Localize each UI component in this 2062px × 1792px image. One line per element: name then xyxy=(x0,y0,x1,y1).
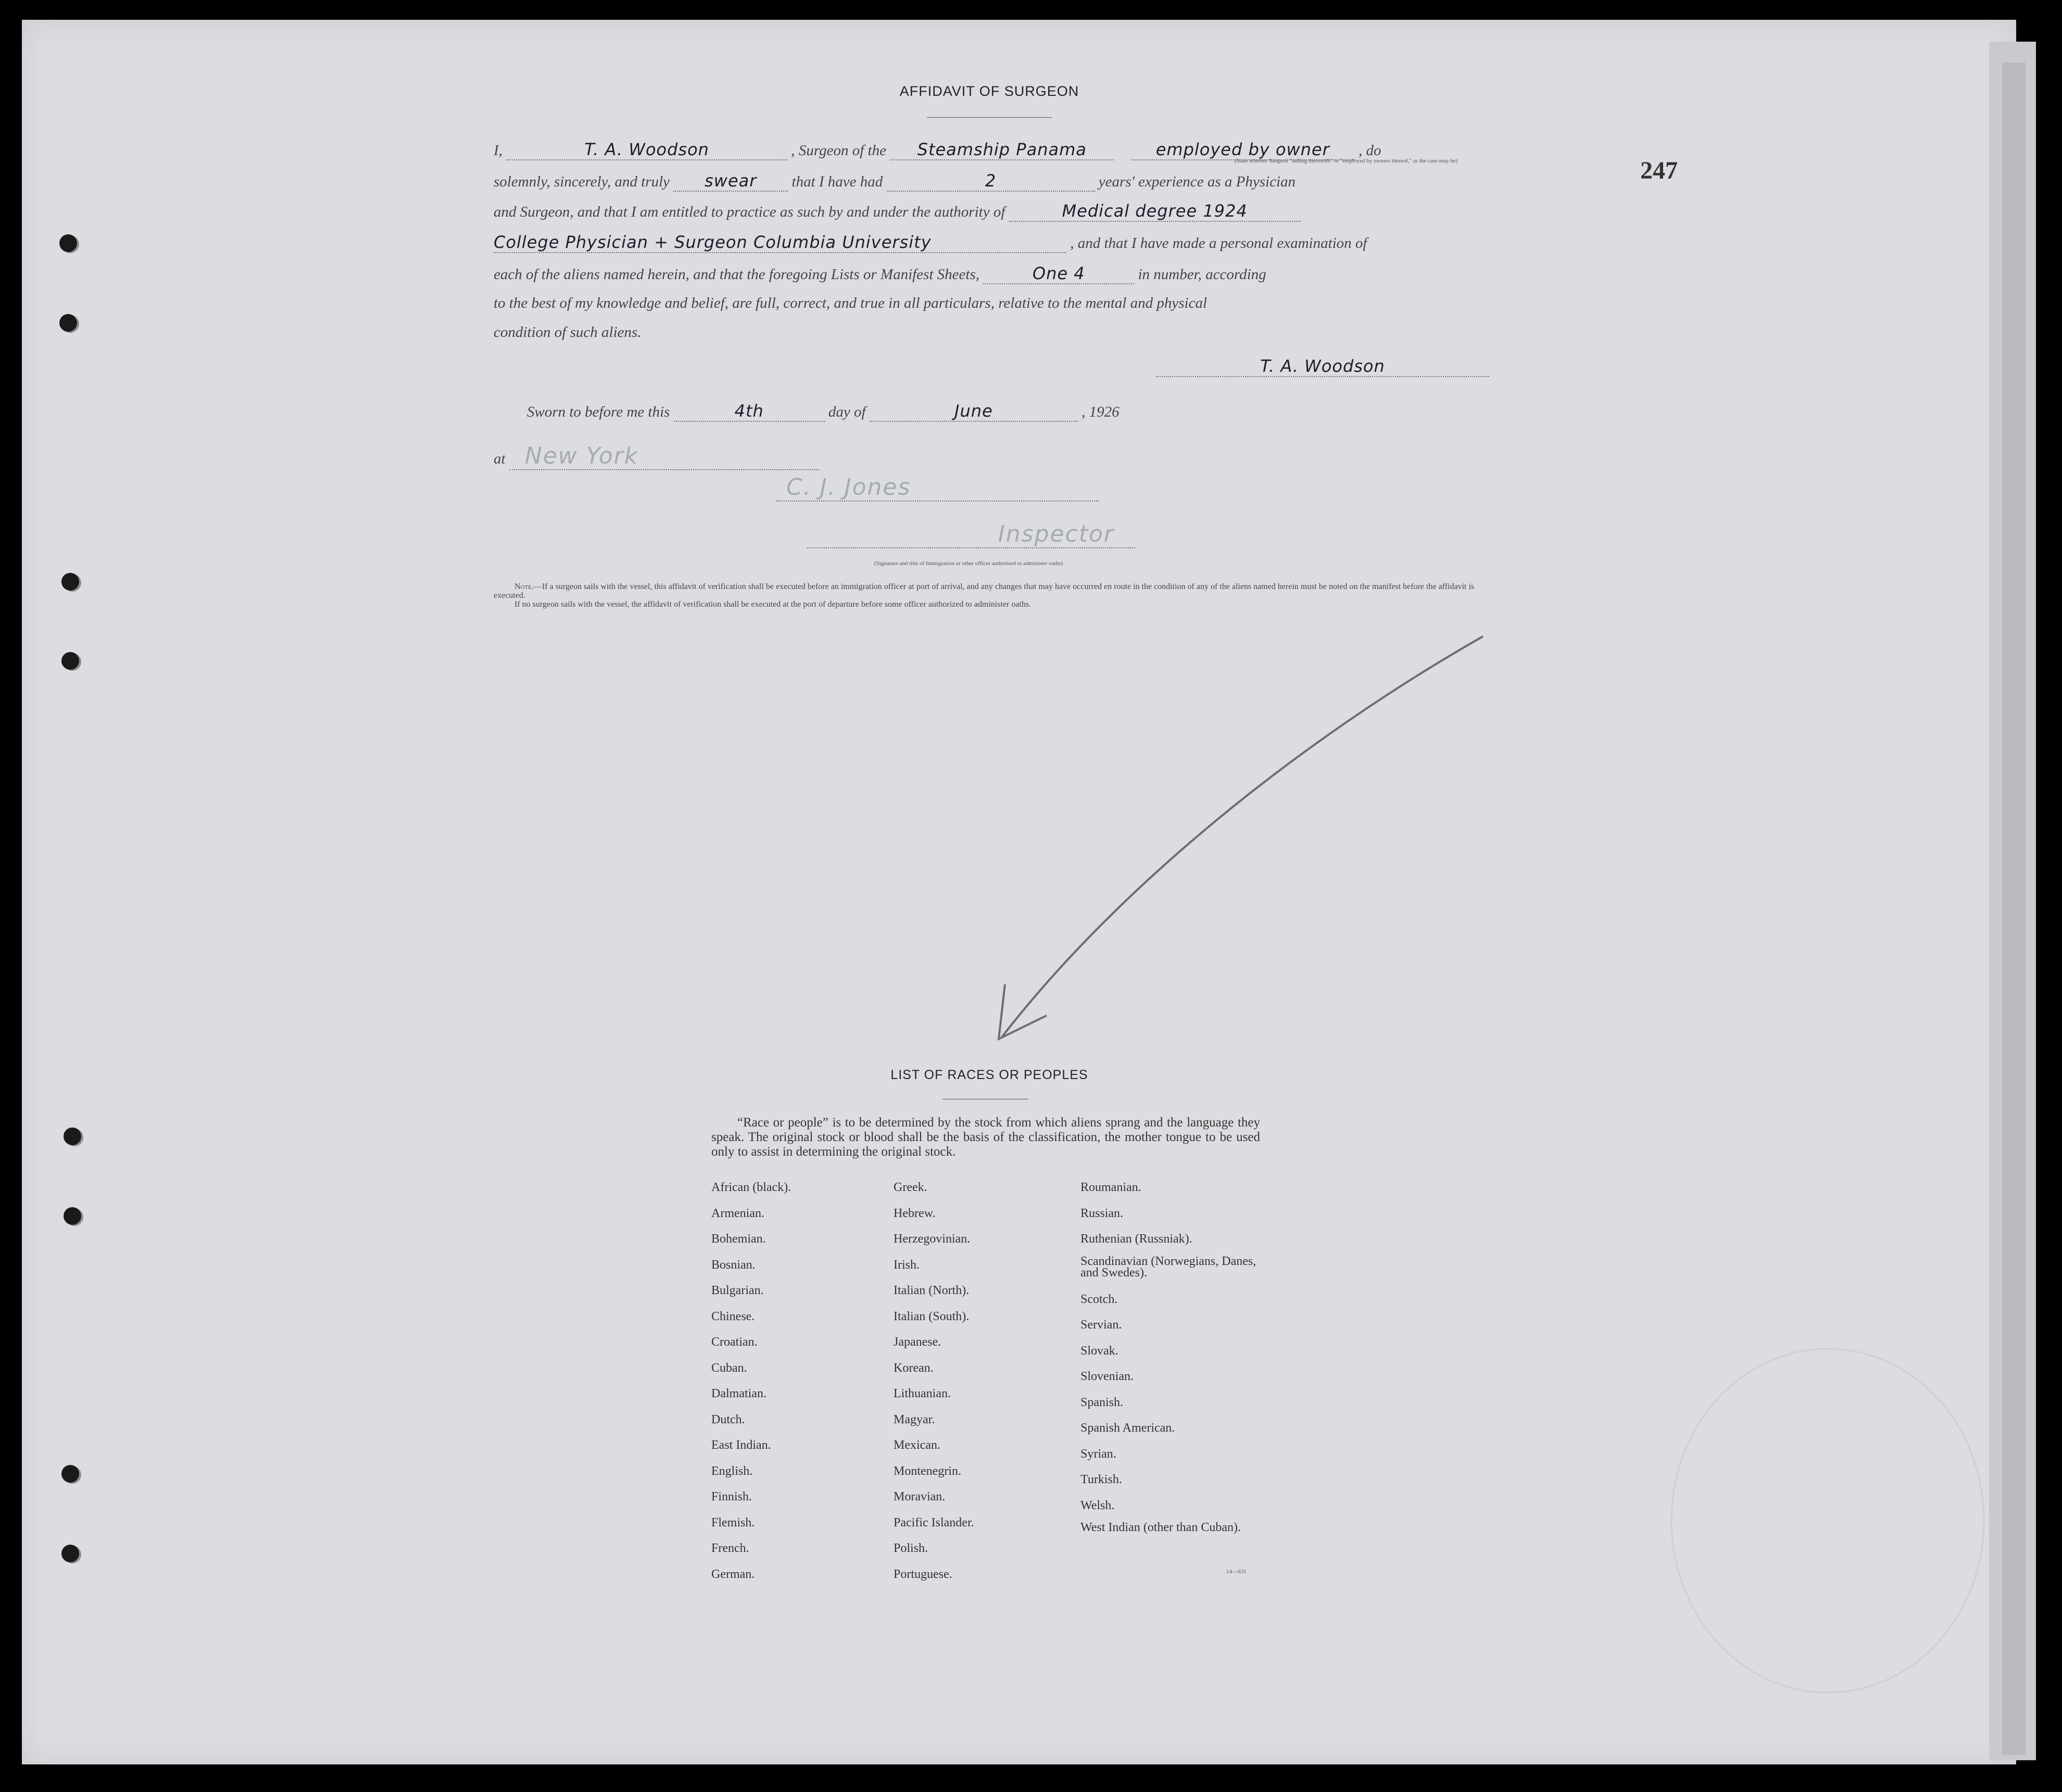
surgeon-name: T. A. Woodson xyxy=(506,140,787,160)
affidavit-title: AFFIDAVIT OF SURGEON xyxy=(899,83,1079,99)
text: years' experience as a Physician xyxy=(1098,173,1296,190)
employment-hint: (State whether Surgeon "sailing therewith" or "employed by owners thereof," as the case may be) xyxy=(1234,158,1458,164)
list-item: Korean. xyxy=(894,1361,934,1375)
affidavit-line-6: to the best of my knowledge and belief, are full, correct, and true in all particulars, relative to the mental and physical xyxy=(494,295,1208,311)
text: , and that I have made a personal examination of xyxy=(1070,235,1367,252)
officer-title: Inspector xyxy=(807,521,1135,548)
page-number: 247 xyxy=(1640,157,1678,184)
list-item: Chinese. xyxy=(711,1309,755,1323)
form-number: 14—631 xyxy=(1226,1569,1247,1575)
text: that I have had xyxy=(791,173,883,190)
list-item: English. xyxy=(711,1464,753,1478)
text: each of the aliens named herein, and that the foregoing Lists or Manifest Sheets, xyxy=(494,266,979,283)
text: at xyxy=(494,450,506,467)
list-item: Cuban. xyxy=(711,1361,747,1375)
list-item: Herzegovinian. xyxy=(894,1232,971,1246)
list-item: Japanese. xyxy=(894,1335,941,1349)
list-item: Moravian. xyxy=(894,1490,946,1503)
list-item: Turkish. xyxy=(1080,1473,1122,1486)
list-item: Roumanian. xyxy=(1080,1181,1141,1194)
text: I, xyxy=(494,142,502,159)
races-title: LIST OF RACES OR PEOPLES xyxy=(890,1068,1088,1082)
list-item: Dutch. xyxy=(711,1412,745,1426)
races-column-3 xyxy=(1080,1175,1268,1553)
list-item: Italian (North). xyxy=(894,1284,970,1297)
steamship-name: Steamship Panama xyxy=(890,140,1114,160)
authority-1: Medical degree 1924 xyxy=(1009,201,1301,222)
text: and Surgeon, and that I am entitled to practice as such by and under the authority of xyxy=(494,204,1005,220)
sworn-day: 4th xyxy=(674,401,825,422)
text: , Surgeon of the xyxy=(791,142,886,159)
list-item: Magyar. xyxy=(894,1412,935,1426)
list-item: Greek. xyxy=(894,1181,927,1194)
races-column-1 xyxy=(711,1175,791,1587)
list-item: Lithuanian. xyxy=(894,1387,951,1400)
list-item: Irish. xyxy=(894,1258,920,1272)
officer-caption: (Signature and title of Immigration or other officer authorized to administer oaths) xyxy=(874,560,1063,567)
list-item: Syrian. xyxy=(1080,1447,1116,1461)
list-item: Spanish. xyxy=(1080,1395,1124,1409)
list-item: Bohemian. xyxy=(711,1232,766,1246)
list-item: Servian. xyxy=(1080,1318,1122,1332)
list-item: Welsh. xyxy=(1080,1498,1115,1512)
text: day of xyxy=(828,404,866,420)
note-text: —If a surgeon sails with the vessel, this affidavit of verification shall be executed before an immigration officer at port of arrival, and any changes that may have occurred en route in the condition of any of the aliens named herein must be noted on the manifest before the affidavit is executed. xyxy=(494,582,1475,600)
sworn-month: June xyxy=(870,401,1078,422)
surgeon-signature: T. A. Woodson xyxy=(1156,356,1489,377)
list-item: Flemish. xyxy=(711,1515,755,1530)
sworn-place: New York xyxy=(509,443,819,470)
list-item: West Indian (other than Cuban). xyxy=(1080,1521,1241,1534)
oath-word: swear xyxy=(673,171,788,192)
list-item: Russian. xyxy=(1080,1206,1124,1220)
authority-2: College Physician + Surgeon Columbia University xyxy=(494,232,1066,253)
note-2: If no surgeon sails with the vessel, the affidavit of verification shall be executed at the port of departure before some officer authorized to administer oaths. xyxy=(514,600,1032,609)
list-item: Mexican. xyxy=(894,1438,940,1452)
races-intro: “Race or people” is to be determined by the stock from which aliens sprang and the language they speak. The original stock or blood shall be the basis of the classification, the mother tongue to be used only to assist in determining the original stock. xyxy=(711,1116,1260,1159)
text: solemnly, sincerely, and truly xyxy=(494,173,670,190)
list-item: Spanish American. xyxy=(1080,1421,1175,1435)
list-item: Dalmatian. xyxy=(711,1387,766,1400)
text: Sworn to before me this xyxy=(527,404,670,420)
list-item: Finnish. xyxy=(711,1490,752,1503)
list-item: Croatian. xyxy=(711,1335,758,1349)
list-item: French. xyxy=(711,1542,749,1555)
list-item: East Indian. xyxy=(711,1438,771,1452)
list-item: African (black). xyxy=(711,1181,791,1194)
list-item: Pacific Islander. xyxy=(894,1515,974,1530)
races-column-2 xyxy=(894,1175,974,1587)
list-item: Slovak. xyxy=(1080,1344,1118,1358)
employment-status: employed by owner xyxy=(1131,140,1355,160)
list-item: Bulgarian. xyxy=(711,1284,764,1297)
list-item: German. xyxy=(711,1567,755,1581)
affidavit-line-7: condition of such aliens. xyxy=(494,324,642,341)
sworn-year: , 1926 xyxy=(1082,404,1120,420)
list-item: Ruthenian (Russniak). xyxy=(1080,1232,1192,1246)
list-item: Armenian. xyxy=(711,1206,764,1220)
years-experience: 2 xyxy=(887,171,1095,192)
list-item: Bosnian. xyxy=(711,1258,756,1272)
note-label: Note. xyxy=(514,582,534,591)
list-item: Scandinavian (Norwegians, Danes, and Swedes). xyxy=(1080,1254,1256,1280)
list-item: Montenegrin. xyxy=(894,1464,961,1478)
list-item: Scotch. xyxy=(1080,1292,1118,1306)
text: , do xyxy=(1359,142,1381,159)
officer-signature: C. J. Jones xyxy=(776,474,1099,502)
list-item: Italian (South). xyxy=(894,1309,970,1323)
list-item: Polish. xyxy=(894,1542,928,1555)
sheet-count: One 4 xyxy=(983,264,1134,284)
list-item: Hebrew. xyxy=(894,1206,936,1220)
list-item: Slovenian. xyxy=(1080,1370,1134,1383)
text: in number, according xyxy=(1138,266,1266,283)
list-item: Portuguese. xyxy=(894,1567,952,1581)
